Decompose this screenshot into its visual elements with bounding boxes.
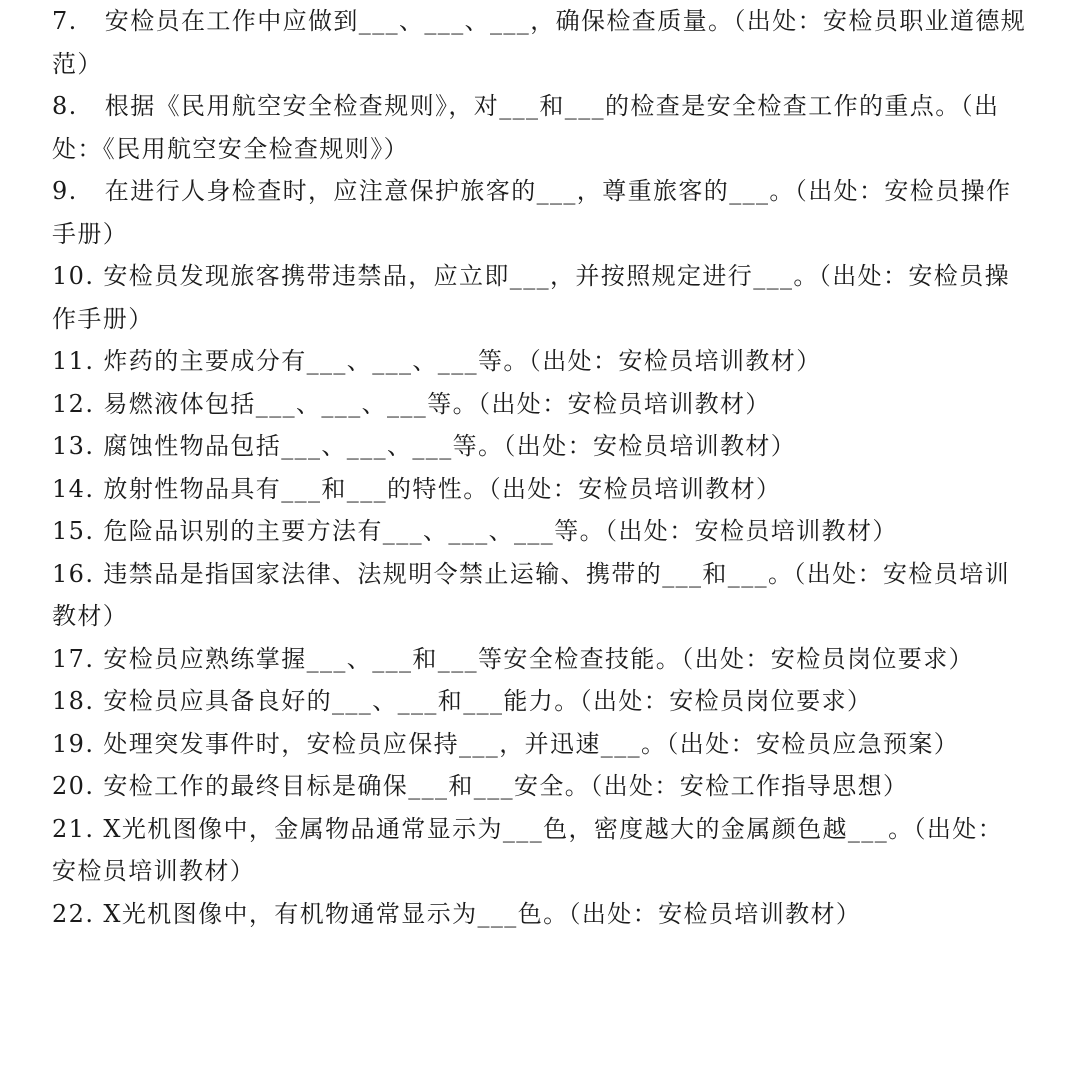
- question-number: 14.: [52, 474, 95, 503]
- question-15: [52, 510, 1027, 553]
- question-20: [52, 765, 1027, 808]
- question-number: 18.: [52, 687, 95, 715]
- question-number: 20.: [52, 772, 95, 800]
- question-text: 根据《民用航空安全检查规则》，对___和___的检查是安全检查工作的重点。（出处：《民用航空安全检查规则》）: [52, 92, 1000, 163]
- question-number: 10.: [52, 262, 95, 290]
- question-7: [52, 0, 1027, 85]
- question-text: 安检工作的最终目标是确保___和___安全。（出处：安检工作指导思想）: [103, 772, 909, 800]
- question-11: [52, 340, 1027, 383]
- question-text: 放射性物品具有___和___的特性。（出处：安检员培训教材）: [103, 474, 782, 503]
- question-10: [52, 255, 1027, 340]
- question-19: [52, 723, 1027, 766]
- question-number: 19.: [52, 729, 95, 758]
- question-text: 违禁品是指国家法律、法规明令禁止运输、携带的___和___。（出处：安检员培训教材）: [52, 559, 1011, 630]
- question-text: X光机图像中，金属物品通常显示为___色，密度越大的金属颜色越___。（出处：安检员培训教材）: [52, 814, 1004, 885]
- question-text: 安检员发现旅客携带违禁品，应立即___，并按照规定进行___。（出处：安检员操作手册）: [52, 262, 1011, 333]
- question-text: 安检员在工作中应做到___、___、___，确保检查质量。（出处：安检员职业道德规范）: [52, 7, 1027, 78]
- question-list: [52, 0, 1027, 935]
- question-text: 在进行人身检查时，应注意保护旅客的___，尊重旅客的___。（出处：安检员操作手册）: [52, 177, 1012, 248]
- question-number: 17.: [52, 644, 95, 673]
- question-text: 易燃液体包括___、___、___等。（出处：安检员培训教材）: [103, 389, 771, 418]
- question-text: 危险品识别的主要方法有___、___、___等。（出处：安检员培训教材）: [103, 517, 898, 545]
- question-number: 22.: [52, 899, 95, 928]
- question-text: 处理突发事件时，安检员应保持___，并迅速___。（出处：安检员应急预案）: [103, 729, 960, 758]
- question-number: 15.: [52, 517, 95, 545]
- question-16: [52, 553, 1027, 638]
- question-8: [52, 85, 1027, 170]
- question-text: X光机图像中，有机物通常显示为___色。（出处：安检员培训教材）: [103, 899, 862, 928]
- question-number: 16.: [52, 559, 95, 588]
- question-number: 13.: [52, 432, 95, 460]
- question-number: 12.: [52, 389, 95, 418]
- question-text: 安检员应熟练掌握___、___和___等安全检查技能。（出处：安检员岗位要求）: [103, 644, 975, 673]
- question-number: 9.: [52, 177, 78, 205]
- question-17: [52, 638, 1027, 681]
- question-18: [52, 680, 1027, 723]
- question-21: [52, 808, 1027, 893]
- question-number: 7.: [52, 7, 78, 35]
- question-14: [52, 468, 1027, 511]
- question-text: 安检员应具备良好的___、___和___能力。（出处：安检员岗位要求）: [103, 687, 873, 715]
- question-text: 炸药的主要成分有___、___、___等。（出处：安检员培训教材）: [103, 347, 822, 375]
- question-number: 8.: [52, 92, 78, 120]
- question-number: 11.: [52, 347, 95, 375]
- question-text: 腐蚀性物品包括___、___、___等。（出处：安检员培训教材）: [103, 432, 797, 460]
- question-number: 21.: [52, 814, 95, 843]
- question-12: [52, 383, 1027, 426]
- question-22: [52, 893, 1027, 936]
- question-9: [52, 170, 1027, 255]
- question-13: [52, 425, 1027, 468]
